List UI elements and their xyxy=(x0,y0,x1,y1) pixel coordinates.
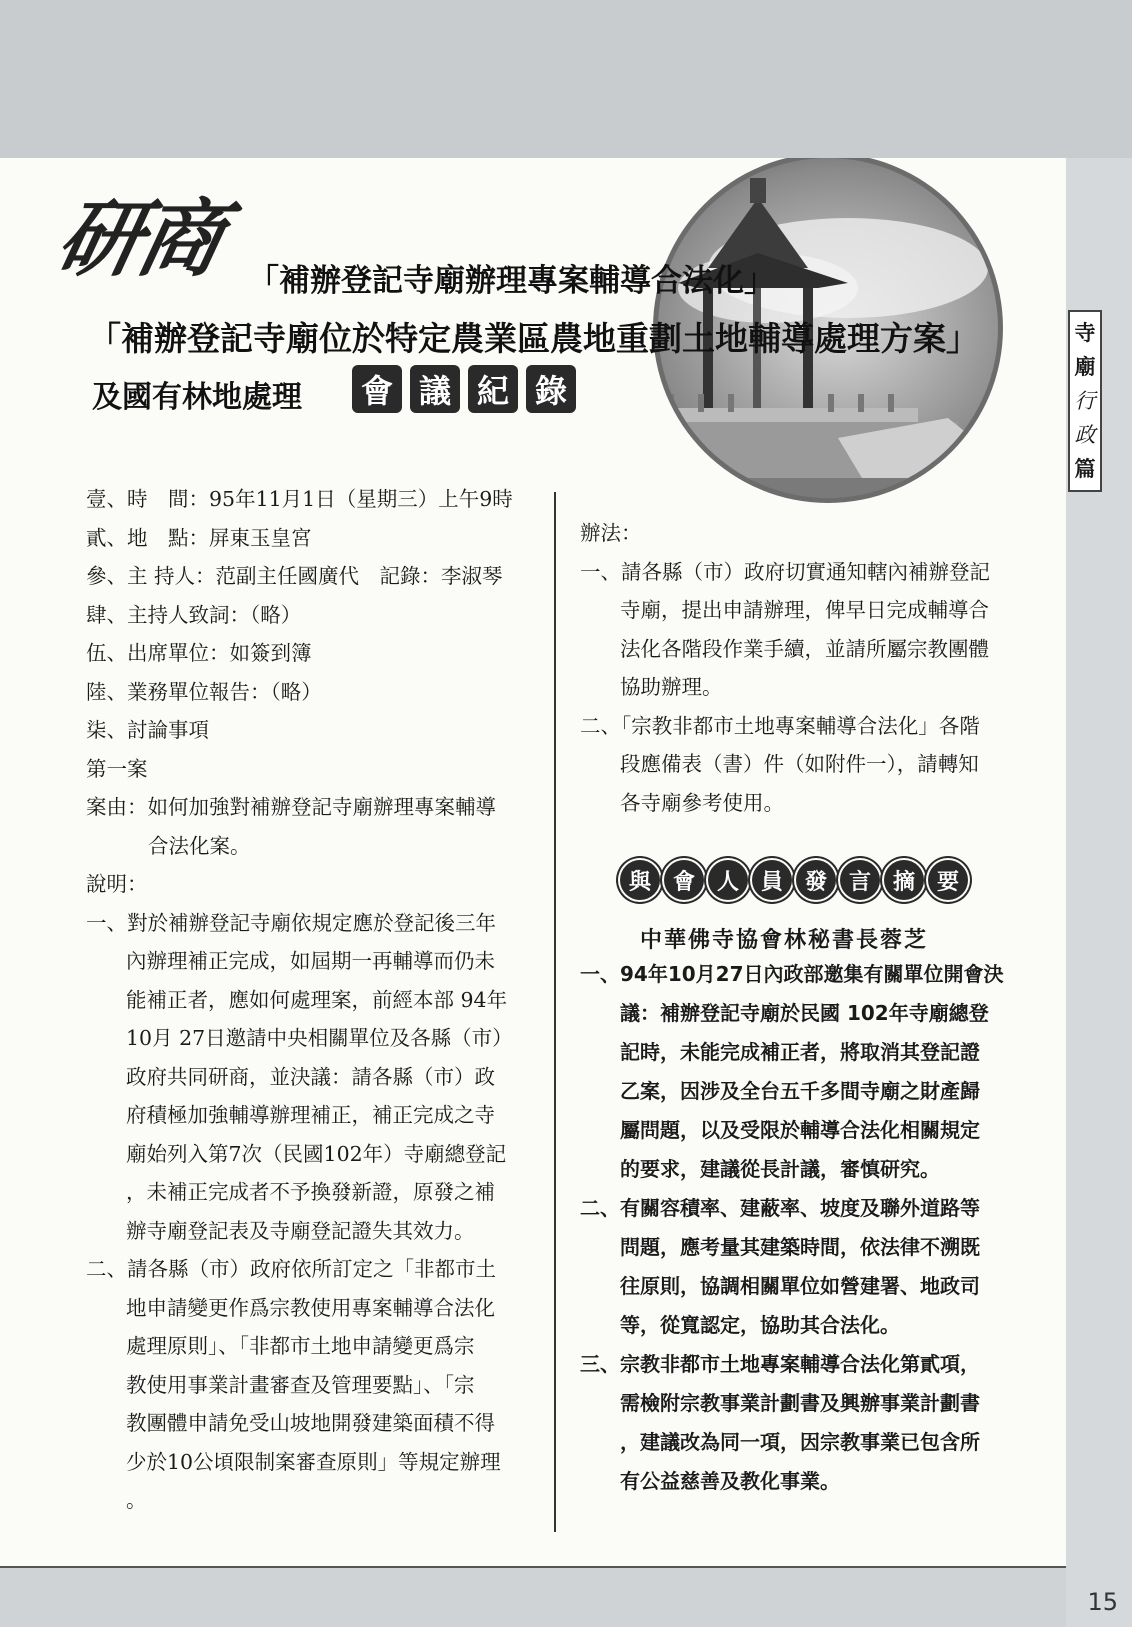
method-item xyxy=(580,553,1030,592)
item-number: 一、 xyxy=(86,910,127,935)
item-text-cont: 需檢附宗教事業計劃書及興辦事業計劃書 xyxy=(620,1391,980,1415)
badge-char: 議 xyxy=(410,365,460,413)
item-text-cont: 等，從寬認定，協助其合法化。 xyxy=(620,1313,900,1337)
brush-title: 研商 xyxy=(48,189,230,288)
item-number: 二、 xyxy=(86,1257,127,1281)
item-text-cont: 寺廟，提出申請辦理，俾早日完成輔導合 xyxy=(620,598,989,622)
meta-line: 貳、地 點：屏東玉皇宮 xyxy=(86,525,312,550)
badge-char: 錄 xyxy=(526,365,576,413)
section-side-tab xyxy=(1068,310,1102,492)
left-column xyxy=(86,480,546,1520)
item-text: 94年10月27日內政部邀集有關單位開會決 xyxy=(620,962,1004,986)
item-text-cont: 。 xyxy=(126,1488,147,1512)
item-text: 宗教非都市土地專案輔導合法化第貳項， xyxy=(620,1352,980,1376)
case-subject xyxy=(86,788,546,827)
item-text-cont: 教使用事業計畫審查及管理要點」、「宗 xyxy=(126,1372,475,1397)
item-text: 有關容積率、建蔽率、坡度及聯外道路等 xyxy=(620,1196,980,1220)
title-line-1: 「補辦登記寺廟辦理專案輔導合法化」 xyxy=(248,263,775,299)
badge-char: 會 xyxy=(352,365,402,413)
page-number: 15 xyxy=(1087,1588,1118,1616)
item-text-cont: ，未補正完成者不予換發新證，原發之補 xyxy=(126,1180,495,1204)
item-text-cont: 各寺廟參考使用。 xyxy=(620,790,784,815)
item-text-cont: ，建議改為同一項，因宗教事業已包含所 xyxy=(620,1430,980,1454)
item-text-cont: 法化各階段作業手續，並請所屬宗教團體 xyxy=(620,636,989,661)
item-text: 對於補辦登記寺廟依規定應於登記後三年 xyxy=(127,910,496,935)
item-text-cont: 政府共同研商，並決議：請各縣（市）政 xyxy=(126,1064,495,1089)
item-text-cont: 地申請變更作爲宗教使用專案輔導合法化 xyxy=(126,1295,495,1320)
badge-char: 發 xyxy=(796,860,836,900)
title-line-3: 及國有林地處理 xyxy=(92,380,302,415)
explain-label: 說明： xyxy=(86,872,148,896)
method-item xyxy=(580,707,1030,746)
item-text-cont: 段應備表（書）件（如附件一），請轉知 xyxy=(620,752,979,776)
meta-line: 第一案 xyxy=(86,756,148,781)
speech-item xyxy=(580,1189,1040,1228)
item-text-cont: 廟始列入第7次（民國102年）寺廟總登記 xyxy=(126,1141,507,1166)
item-number: 一、 xyxy=(580,559,621,584)
item-text-cont: 處理原則」、「非都市土地申請變更爲宗 xyxy=(126,1334,475,1358)
badge-char: 會 xyxy=(664,860,704,900)
column-divider xyxy=(554,492,556,1532)
speech-summary-badges xyxy=(620,860,968,900)
badge-char: 摘 xyxy=(884,860,924,900)
item-number: 二、 xyxy=(580,713,621,738)
top-margin xyxy=(0,0,1132,158)
title-line-2: 「補辦登記寺廟位於特定農業區農地重劃土地輔導處理方案」 xyxy=(88,319,979,358)
item-text-cont: 乙案，因涉及全台五千多間寺廟之財產歸 xyxy=(620,1079,980,1103)
side-tab-char: 政 xyxy=(1074,423,1096,447)
badge-char: 要 xyxy=(928,860,968,900)
speech-item xyxy=(580,955,1040,994)
explain-item xyxy=(86,1250,546,1289)
side-tab-char: 行 xyxy=(1074,389,1096,413)
meeting-record-badges xyxy=(352,365,576,413)
case-label: 案由： xyxy=(86,795,148,819)
item-number: 三、 xyxy=(580,1352,620,1376)
item-text-cont: 問題，應考量其建築時間，依法律不溯既 xyxy=(620,1235,980,1259)
right-column xyxy=(580,514,1030,822)
speaker-name: 中華佛寺協會林秘書長蓉芝 xyxy=(640,927,929,953)
item-text: 請各縣（市）政府依所訂定之「非都市土 xyxy=(127,1257,496,1281)
side-tab-char: 寺 xyxy=(1074,320,1096,345)
item-text-cont: 府積極加強輔導辦理補正，補正完成之寺 xyxy=(126,1103,495,1127)
badge-char: 與 xyxy=(620,860,660,900)
bottom-rule xyxy=(0,1566,1066,1568)
item-text-cont: 內辦理補正完成，如屆期一再輔導而仍未 xyxy=(126,949,495,973)
side-tab-char: 篇 xyxy=(1074,456,1096,481)
meta-line: 伍、出席單位：如簽到簿 xyxy=(86,641,312,665)
item-text-cont: 有公益慈善及教化事業。 xyxy=(620,1469,840,1493)
explain-item xyxy=(86,904,546,943)
item-number: 一、 xyxy=(580,962,620,986)
badge-char: 人 xyxy=(708,860,748,900)
item-text: 請各縣（市）政府切實通知轄內補辦登記 xyxy=(621,559,990,584)
meta-line: 參、主 持人：范副主任國廣代 記錄：李淑琴 xyxy=(86,564,503,588)
speech-item xyxy=(580,1345,1040,1384)
item-text-cont: 記時，未能完成補正者，將取消其登記證 xyxy=(620,1040,980,1064)
case-text: 如何加強對補辦登記寺廟辦理專案輔導 xyxy=(147,795,496,819)
item-text-cont: 10月 27日邀請中央相關單位及各縣（市） xyxy=(126,1026,513,1050)
method-label: 辦法： xyxy=(580,521,642,545)
speech-content xyxy=(580,955,1040,1501)
meta-line: 壹、時 間：95年11月1日（星期三）上午9時 xyxy=(86,487,513,511)
case-text-cont: 合法化案。 xyxy=(148,833,251,858)
item-text-cont: 教團體申請免受山坡地開發建築面積不得 xyxy=(126,1411,495,1435)
item-text-cont: 協助辦理。 xyxy=(620,675,723,699)
item-text-cont: 屬問題，以及受限於輔導合法化相關規定 xyxy=(620,1118,980,1142)
item-text: 「宗教非都市土地專案輔導合法化」各階 xyxy=(621,713,980,738)
item-text-cont: 往原則，協調相關單位如營建署、地政司 xyxy=(620,1274,980,1298)
side-tab-char: 廟 xyxy=(1074,354,1096,379)
meta-line: 柒、討論事項 xyxy=(86,718,209,742)
item-text-cont: 能補正者，應如何處理案，前經本部 94年 xyxy=(126,987,508,1012)
item-text-cont: 的要求，建議從長計議，審慎研究。 xyxy=(620,1157,940,1181)
badge-char: 員 xyxy=(752,860,792,900)
badge-char: 言 xyxy=(840,860,880,900)
meta-line: 肆、主持人致詞：（略） xyxy=(86,602,302,627)
item-text-cont: 少於10公頃限制案審查原則」等規定辦理 xyxy=(126,1449,501,1474)
badge-char: 紀 xyxy=(468,365,518,413)
meta-line: 陸、業務單位報告：（略） xyxy=(86,679,322,704)
item-text-cont: 辦寺廟登記表及寺廟登記證失其效力。 xyxy=(126,1218,475,1243)
item-text-cont: 議：補辦登記寺廟於民國 102年寺廟總登 xyxy=(620,1001,989,1025)
item-number: 二、 xyxy=(580,1196,620,1220)
